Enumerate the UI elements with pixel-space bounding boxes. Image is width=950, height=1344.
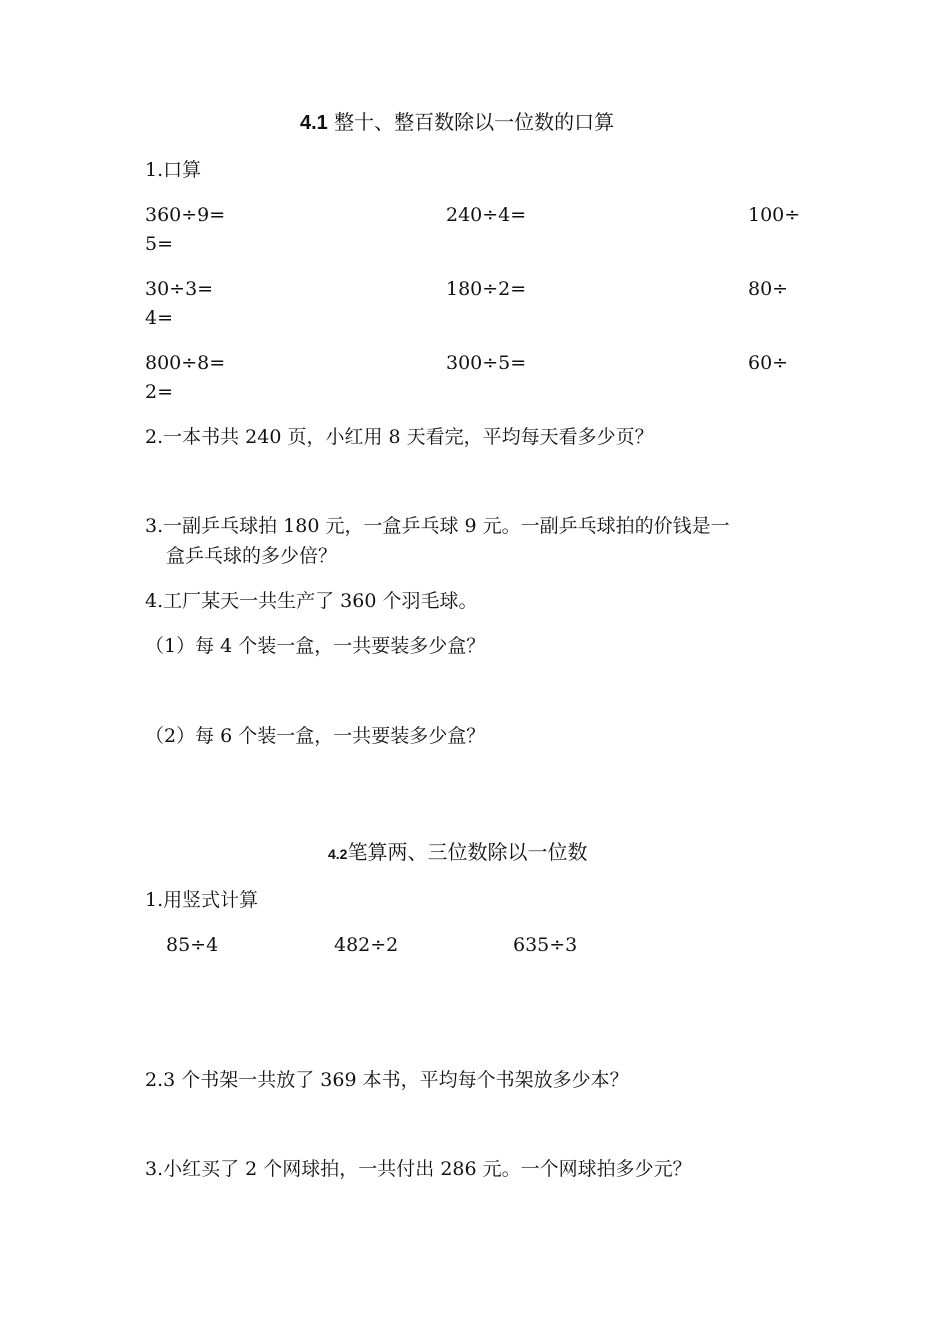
s1-row2-expr-a: 30÷3= [145,278,214,300]
section1-title-text: 整十、整百数除以一位数的口算 [334,110,615,134]
s1-row3-expr-c: 60÷ [748,352,789,374]
s2-expr-3: 635÷3 [513,934,578,956]
section2-title [328,842,587,862]
s1-q2: 2.一本书共 240 页，小红用 8 天看完，平均每天看多少页？ [145,426,654,448]
s1-row3-expr-a: 800÷8= [145,352,226,374]
section2-title-text: 笔算两、三位数除以一位数 [347,840,588,864]
s1-q4-part1: （1）每 4 个装一盒，一共要装多少盒？ [145,635,486,657]
s2-q3: 3.小红买了 2 个网球拍，一共付出 286 元。一个网球拍多少元？ [145,1158,692,1180]
s1-row3-expr-b: 300÷5= [446,352,527,374]
s1-q4-part2: （2）每 6 个装一盒，一共要装多少盒？ [145,725,486,747]
s1-row1-expr-c: 100÷ [748,204,801,226]
s2-expr-2: 482÷2 [334,934,399,956]
section1-title-number: 4.1 [300,112,328,134]
s2-q1-label: 1.用竖式计算 [145,889,259,911]
s1-row3-wrap: 2= [145,381,174,403]
s1-row1-expr-a: 360÷9= [145,204,226,226]
s2-q2: 2.3 个书架一共放了 369 本书，平均每个书架放多少本？ [145,1069,629,1091]
s1-row1-expr-b: 240÷4= [446,204,527,226]
s1-row2-wrap: 4= [145,307,174,329]
s1-row1-wrap: 5= [145,233,174,255]
s1-q3-line2: 盒乒乓球的多少倍？ [166,545,338,567]
section1-title [300,112,614,133]
section2-title-number: 4.2 [328,846,348,862]
s1-row2-expr-b: 180÷2= [446,278,527,300]
s1-q4: 4.工厂某天一共生产了 360 个羽毛球。 [145,590,478,612]
s2-expr-1: 85÷4 [166,934,219,956]
s1-q3-line1: 3.一副乒乓球拍 180 元，一盒乒乓球 9 元。一副乒乓球拍的价钱是一 [145,515,730,537]
s1-row2-expr-c: 80÷ [748,278,789,300]
s1-q1-label: 1.口算 [145,159,202,181]
